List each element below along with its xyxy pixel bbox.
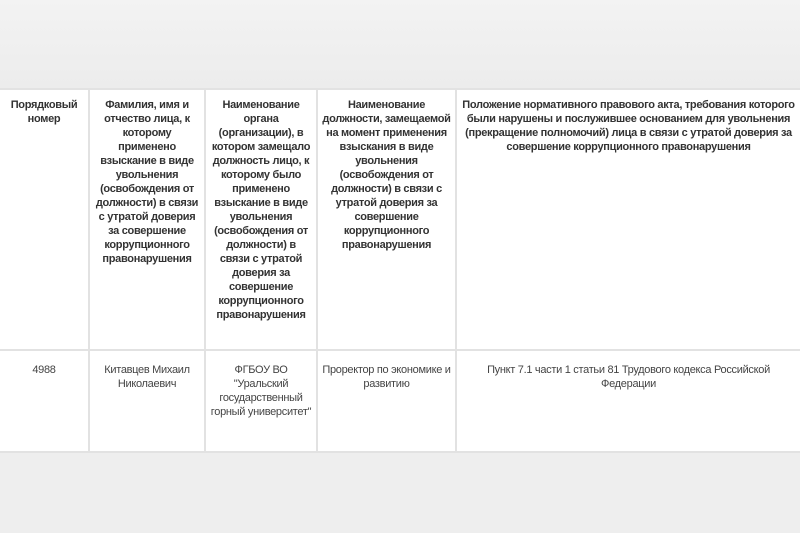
cell-full-name: Китавцев Михаил Николаевич — [89, 350, 205, 452]
cell-number: 4988 — [0, 350, 89, 452]
header-legal-basis: Положение нормативного правового акта, требования которого были нарушены и послужившее основанием для увольнения (прекращение полномочий) лица в связи с утратой доверия за совершение коррупционного правонарушения — [456, 89, 800, 350]
cell-legal-basis: Пункт 7.1 части 1 статьи 81 Трудового кодекса Российской Федерации — [456, 350, 800, 452]
header-organization: Наименование органа (организации), в котором замещало должность лицо, к которому было применено взыскание в виде увольнения (освобождения от должности) в связи с утратой доверия за совершение коррупционного правонарушения — [205, 89, 317, 350]
cell-organization: ФГБОУ ВО "Уральский государственный горный университет" — [205, 350, 317, 452]
header-full-name: Фамилия, имя и отчество лица, к которому применено взыскание в виде увольнения (освобождения от должности) в связи с утратой доверия за совершение коррупционного правонарушения — [89, 89, 205, 350]
header-row — [0, 89, 800, 350]
cell-position: Проректор по экономике и развитию — [317, 350, 456, 452]
top-band — [0, 0, 800, 88]
header-number: Порядковый номер — [0, 89, 89, 350]
header-position: Наименование должности, замещаемой на момент применения взыскания в виде увольнения (освобождения от должности) в связи с утратой доверия за совершение коррупционного правонарушения — [317, 89, 456, 350]
dismissal-registry-table — [0, 88, 800, 453]
table-row — [0, 350, 800, 452]
